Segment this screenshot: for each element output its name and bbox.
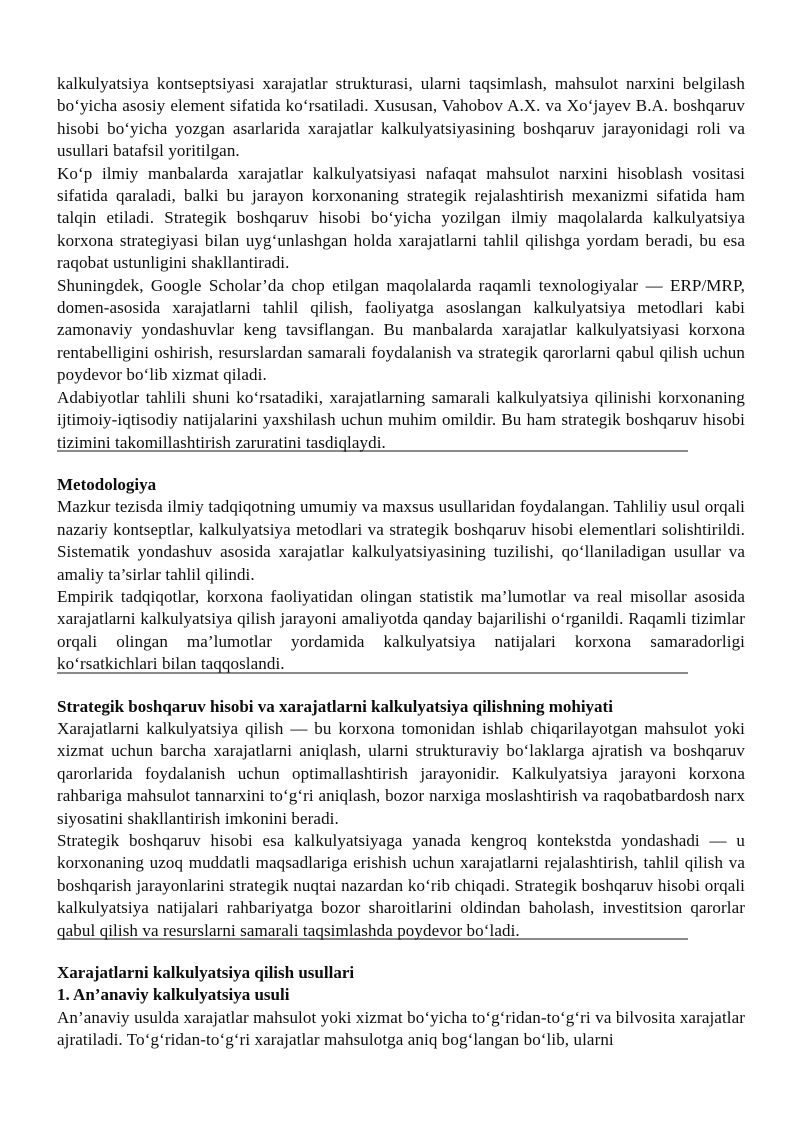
paragraph: Strategik boshqaruv hisobi esa kalkulyatsiyaga yanada kengroq kontekstda yondashadi — u korxonaning uzoq muddatli maqsadlariga erishish uchun xarajatlarni rejalashtirish, tahlil qilish va boshqarish jarayonlarini strategik nuqtai nazardan ko‘rib chiqadi. Strategik boshqaruv hisobi orqali kalkulyatsiya natijalari rahbariyatga bozor sharoitlarini oldindan baholash, investitsion qarorlar qabul qilish va resurslarni samarali taqsimlashda poydevor bo‘ladi. (57, 831, 745, 940)
paragraph: Shuningdek, Google Scholar’da chop etilgan maqolalarda raqamli texnologiyalar — ERP/MRP, domen-asosida xarajatlarni tahlil qilish, faoliyatga asoslangan kalkulyatsiya metodlari kabi zamonaviy yondashuvlar keng tavsiflangan. Bu manbalarda xarajatlar kalkulyatsiyasi korxona rentabelligini oshirish, resurslardan samarali foydalanish va strategik qarorlarni qabul qilish uchun poydevor bo‘lib xizmat qiladi. (57, 275, 745, 385)
section-essence (57, 696, 745, 940)
section-methodology (57, 474, 745, 674)
section-heading: Strategik boshqaruv hisobi va xarajatlarni kalkulyatsiya qilishning mohiyati (57, 696, 613, 716)
paragraph: Xarajatlarni kalkulyatsiya qilish — bu korxona tomonidan ishlab chiqarilayotgan mahsulot yoki xizmat uchun barcha xarajatlarni aniqlash, ularni strukturaviy bo‘laklarga ajratish va boshqaruv qarorlarida foydalanish uchun optimallashtirish jarayonidir. Kalkulyatsiya jarayoni korxona rahbariga mahsulot tannarxini to‘g‘ri aniqlash, bozor narxiga moslashtirish va raqobatbardosh narx siyosatini shakllantirish imkonini beradi. (57, 718, 745, 828)
section-heading: Metodologiya (57, 474, 157, 494)
paragraph: Ko‘p ilmiy manbalarda xarajatlar kalkulyatsiyasi nafaqat mahsulot narxini hisoblash vositasi sifatida qaraladi, balki bu jarayon korxonaning strategik rejalashtirish mexanizmi sifatida ham talqin etiladi. Strategik boshqaruv hisobi bo‘yicha yozilgan ilmiy maqolalarda kalkulyatsiya korxona strategiyasi bilan uyg‘unlashgan holda xarajatlarni tahlil qilishga yordam beradi, bu esa raqobat ustunligini shakllantiradi. (57, 163, 745, 273)
section-literature-review (57, 73, 745, 452)
paragraph: An’anaviy usulda xarajatlar mahsulot yoki xizmat bo‘yicha to‘g‘ridan-to‘g‘ri va bilvosita xarajatlar ajratiladi. To‘g‘ridan-to‘g‘ri xarajatlar mahsulotga aniq bog‘langan bo‘lib, ularni (57, 1007, 745, 1050)
paragraph: Adabiyotlar tahlili shuni ko‘rsatadiki, xarajatlarning samarali kalkulyatsiya qilinishi korxonaning ijtimoiy-iqtisodiy natijalarini yaxshilash uchun muhim omildir. Bu ham strategik boshqaruv hisobi tizimini takomillashtirish zaruratini tasdiqlaydi. (57, 387, 745, 452)
paragraph: kalkulyatsiya kontseptsiyasi xarajatlar strukturasi, ularni taqsimlash, mahsulot narxini belgilash bo‘yicha asosiy element sifatida ko‘rsatiladi. Xususan, Vahobov A.X. va Xo‘jayev B.A. boshqaruv hisobi bo‘yicha yozgan asarlarida xarajatlar kalkulyatsiyasining boshqaruv jarayonidagi roli va usullari batafsil yoritilgan. (57, 74, 745, 161)
section-methods (57, 962, 745, 1052)
paragraph: Mazkur tezisda ilmiy tadqiqotning umumiy va maxsus usullaridan foydalangan. Tahliliy usul orqali nazariy kontseptlar, kalkulyatsiya metodlari va strategik boshqaruv hisobi elementlari solishtirildi. Sistematik yondashuv asosida xarajatlar kalkulyatsiyasining tuzilishi, qo‘llaniladigan usullar va amaliy ta’sirlar tahlil qilindi. (57, 497, 745, 584)
section-heading: Xarajatlarni kalkulyatsiya qilish usullari (57, 963, 355, 983)
paragraph: Empirik tadqiqotlar, korxona faoliyatidan olingan statistik ma’lumotlar va real misollar asosida xarajatlarni kalkulyatsiya qilish jarayoni amaliyotda qanday bajarilishi o‘rganildi. Raqamli tizimlar orqali olingan ma’lumotlar yordamida kalkulyatsiya natijalari korxona samaradorligi ko‘rsatkichlari bilan taqqoslandi. (57, 586, 745, 674)
section-subheading: 1. An’anaviy kalkulyatsiya usuli (57, 985, 290, 1005)
